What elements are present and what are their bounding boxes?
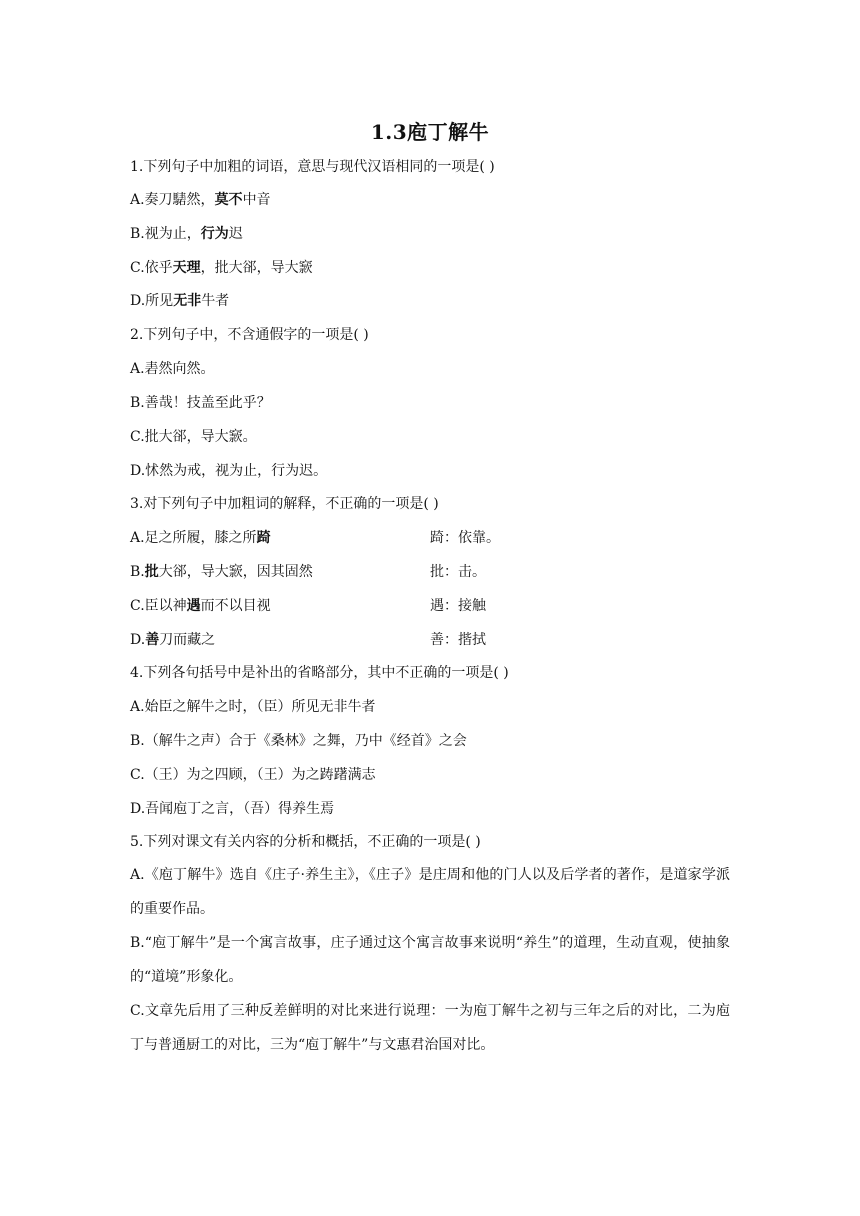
option-text: D. <box>130 632 146 648</box>
question-4-option-a: A.始臣之解牛之时，（臣）所见无非牛者 <box>130 699 376 715</box>
question-5-stem: 5.下列对课文有关内容的分析和概括，不正确的一项是( ) <box>130 834 481 850</box>
question-4-stem: 4.下列各句括号中是补出的省略部分，其中不正确的一项是( ) <box>130 665 509 681</box>
question-4-option-b: B.（解牛之声）合于《桑林》之舞，乃中《经首》之会 <box>130 733 467 749</box>
option-text: 牛者 <box>201 293 230 309</box>
bold-term: 无非 <box>173 293 202 309</box>
option-text: A.奏刀騞然， <box>130 192 215 208</box>
question-2-option-b: B.善哉！技盖至此乎？ <box>130 395 271 411</box>
bold-term: 遇 <box>186 598 201 614</box>
bold-term: 批 <box>144 564 159 580</box>
question-4-option-c: C.（王）为之四顾，（王）为之踌躇满志 <box>130 767 376 783</box>
option-text: D.所见 <box>130 293 174 309</box>
option-text: 迟 <box>228 226 243 242</box>
question-5-option-a: A.《庖丁解牛》选自《庄子·养生主》，《庄子》是庄周和他的门人以及后学者的著作，是道家学派的重要作品。 <box>130 867 730 917</box>
question-3-gloss-a: 踦：依靠。 <box>430 530 500 546</box>
question-5-option-b: B.“庖丁解牛”是一个寓言故事，庄子通过这个寓言故事来说明“养生”的道理，生动直观，使抽象的“道境”形象化。 <box>130 935 730 985</box>
question-3-option-b <box>130 562 313 582</box>
question-1-stem: 1.下列句子中加粗的词语，意思与现代汉语相同的一项是( ) <box>130 159 495 175</box>
question-1-option-a <box>130 190 271 210</box>
question-1-option-c <box>130 258 313 278</box>
bold-term: 行为 <box>200 226 229 242</box>
bold-term: 天理 <box>172 260 201 276</box>
option-text: 大郤，导大窾，因其固然 <box>158 564 313 580</box>
option-text: C.依乎 <box>130 260 173 276</box>
question-4-option-d: D.吾闻庖丁之言，（吾）得养生焉 <box>130 801 335 817</box>
question-1-option-b <box>130 224 243 244</box>
question-2-option-c: C.批大郤，导大窾。 <box>130 429 257 445</box>
question-3-option-a <box>130 528 271 548</box>
bold-term: 善 <box>145 632 160 648</box>
bold-term: 踦 <box>256 530 271 546</box>
question-3-gloss-d: 善：揩拭 <box>430 632 486 648</box>
option-text: 而不以目视 <box>200 598 271 614</box>
bold-term: 莫不 <box>214 192 243 208</box>
option-text: C.臣以神 <box>130 598 187 614</box>
question-3-option-c <box>130 596 271 616</box>
question-2-option-a: A.砉然向然。 <box>130 361 215 377</box>
option-text: A.足之所履，膝之所 <box>130 530 257 546</box>
option-text: 中音 <box>242 192 271 208</box>
question-5-option-c: C.文章先后用了三种反差鲜明的对比来进行说理：一为庖丁解牛之初与三年之后的对比，二为庖丁与普通厨工的对比，三为“庖丁解牛”与文惠君治国对比。 <box>130 1003 730 1053</box>
option-text: ，批大郤，导大窾 <box>200 260 313 276</box>
question-3-gloss-c: 遇：接触 <box>430 598 486 614</box>
question-3-gloss-b: 批：击。 <box>430 564 486 580</box>
question-3-option-d <box>130 630 215 650</box>
option-text: B. <box>130 564 145 580</box>
question-2-stem: 2.下列句子中，不含通假字的一项是( ) <box>130 327 369 343</box>
question-2-option-d: D.怵然为戒，视为止，行为迟。 <box>130 463 328 479</box>
page-title: 1.3庖丁解牛 <box>370 120 490 144</box>
option-text: 刀而藏之 <box>159 632 216 648</box>
option-text: B.视为止， <box>130 226 201 242</box>
question-3-stem: 3.对下列句子中加粗词的解释，不正确的一项是( ) <box>130 496 439 512</box>
question-1-option-d <box>130 291 229 311</box>
